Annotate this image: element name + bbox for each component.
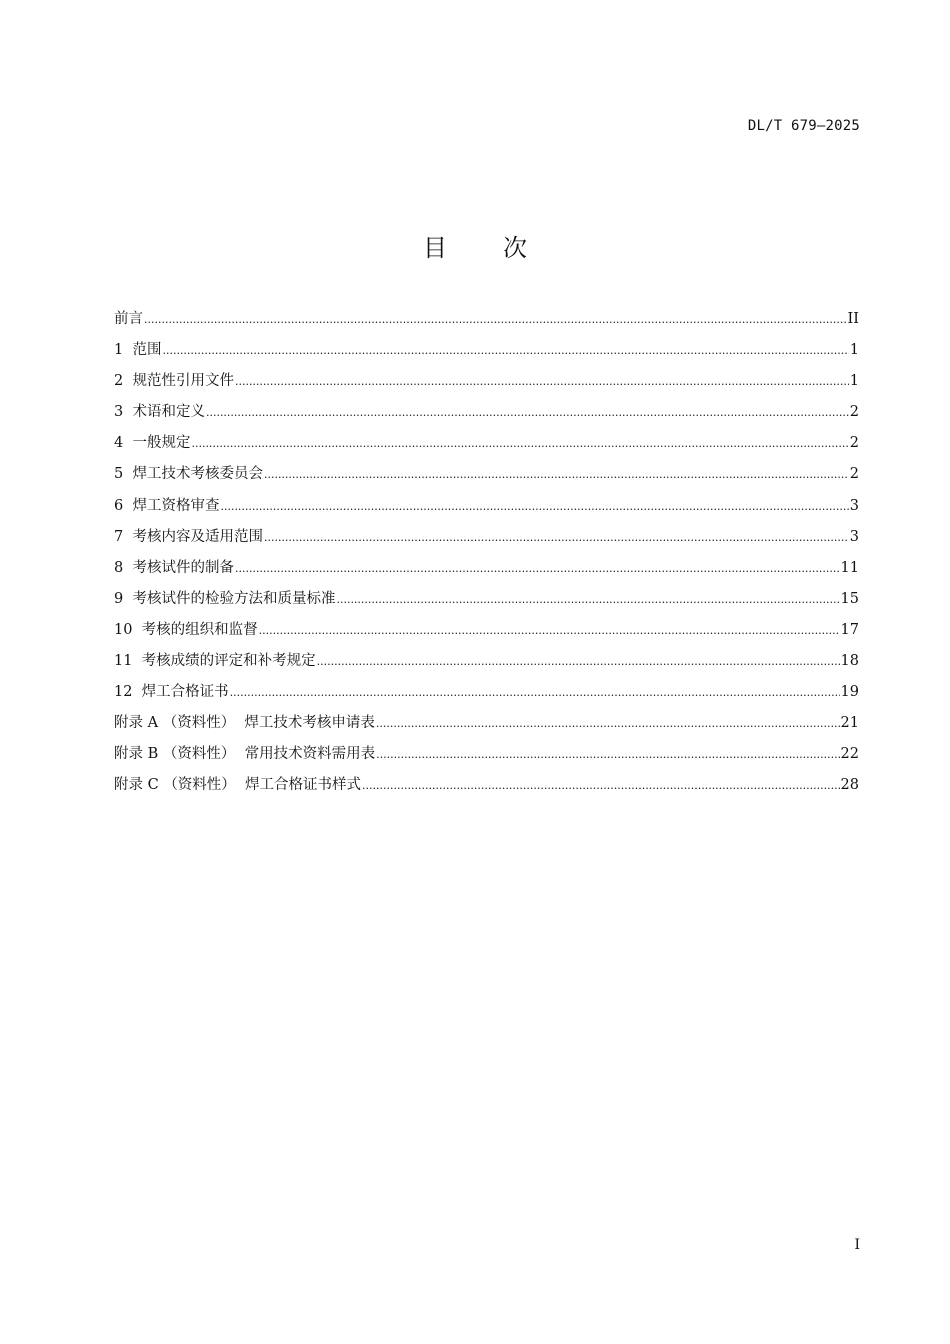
toc-entry-page: 2 bbox=[849, 404, 859, 421]
toc-entry-page: 3 bbox=[849, 528, 859, 545]
toc-entry-appendix-c[interactable] bbox=[114, 774, 859, 805]
toc-entry-label: 前言 bbox=[114, 311, 143, 327]
toc-entry-3[interactable] bbox=[114, 401, 859, 432]
toc-leader-dots bbox=[376, 713, 840, 735]
toc-entry-label: 1 范围 bbox=[114, 342, 162, 359]
toc-leader-dots bbox=[336, 589, 839, 611]
toc-leader-dots bbox=[206, 402, 849, 424]
toc-entry-1[interactable] bbox=[114, 339, 859, 370]
toc-entry-page: 3 bbox=[849, 497, 859, 514]
toc-leader-dots bbox=[376, 744, 839, 766]
toc-leader-dots bbox=[191, 433, 848, 455]
toc-entry-10[interactable] bbox=[114, 619, 859, 650]
toc-entry-label: 4 一般规定 bbox=[114, 435, 191, 452]
toc-leader-dots bbox=[317, 651, 840, 673]
toc-leader-dots bbox=[235, 558, 840, 580]
toc-leader-dots bbox=[362, 775, 840, 797]
toc-entry-appendix-b[interactable] bbox=[114, 743, 859, 774]
standard-code: DL/T 679—2025 bbox=[747, 118, 860, 134]
toc-entry-label: 9 考核试件的检验方法和质量标准 bbox=[114, 590, 336, 607]
toc-entry-label: 附录 A （资料性） 焊工技术考核申请表 bbox=[114, 715, 375, 732]
toc-entry-page: 19 bbox=[840, 684, 859, 701]
toc-leader-dots bbox=[264, 464, 849, 486]
toc-entry-12[interactable] bbox=[114, 681, 859, 712]
toc-entry-page: 2 bbox=[849, 466, 859, 483]
toc-title: 目次 bbox=[423, 234, 583, 262]
toc-entry-label: 2 规范性引用文件 bbox=[114, 373, 234, 390]
toc-entry-page: 2 bbox=[849, 435, 859, 452]
toc-entry-page: 21 bbox=[840, 715, 859, 732]
toc-entry-4[interactable] bbox=[114, 432, 859, 463]
toc-entry-7[interactable] bbox=[114, 526, 859, 557]
toc-leader-dots bbox=[144, 309, 847, 331]
toc-entry-page: 11 bbox=[840, 559, 859, 576]
toc-leader-dots bbox=[235, 371, 849, 393]
toc-entry-page: 28 bbox=[840, 777, 859, 794]
toc-entry-label: 11 考核成绩的评定和补考规定 bbox=[114, 653, 316, 670]
toc-entry-label: 3 术语和定义 bbox=[114, 404, 205, 421]
toc-entry-page: 22 bbox=[840, 746, 859, 763]
toc-entry-9[interactable] bbox=[114, 588, 859, 619]
toc-entry-8[interactable] bbox=[114, 557, 859, 588]
toc-entry-label: 10 考核的组织和监督 bbox=[114, 621, 258, 638]
toc-leader-dots bbox=[259, 620, 840, 642]
toc-entry-page: 1 bbox=[849, 373, 859, 390]
toc-leader-dots bbox=[220, 496, 848, 518]
page-number: I bbox=[854, 1237, 860, 1253]
toc-leader-dots bbox=[264, 527, 849, 549]
toc-entry-page: 17 bbox=[840, 621, 859, 638]
toc-entry-label: 7 考核内容及适用范围 bbox=[114, 528, 263, 545]
toc-entry-2[interactable] bbox=[114, 370, 859, 401]
toc-entry-page: 15 bbox=[840, 590, 859, 607]
toc-leader-dots bbox=[162, 340, 848, 362]
toc-entry-page: 18 bbox=[840, 653, 859, 670]
toc-entry-5[interactable] bbox=[114, 463, 859, 494]
toc-leader-dots bbox=[230, 682, 840, 704]
toc-entry-preface[interactable] bbox=[114, 308, 859, 339]
toc-entry-label: 12 焊工合格证书 bbox=[114, 684, 229, 701]
toc-entry-page: II bbox=[847, 311, 859, 327]
toc-entry-label: 附录 C （资料性） 焊工合格证书样式 bbox=[114, 777, 362, 794]
toc-entry-label: 8 考核试件的制备 bbox=[114, 559, 234, 576]
toc-entry-appendix-a[interactable] bbox=[114, 712, 859, 743]
toc-entry-label: 6 焊工资格审查 bbox=[114, 497, 220, 514]
toc-entry-label: 附录 B （资料性） 常用技术资料需用表 bbox=[114, 746, 376, 763]
toc-entry-label: 5 焊工技术考核委员会 bbox=[114, 466, 263, 483]
toc-entry-6[interactable] bbox=[114, 495, 859, 526]
toc-entry-11[interactable] bbox=[114, 650, 859, 681]
toc-entry-page: 1 bbox=[849, 342, 859, 359]
table-of-contents bbox=[114, 308, 859, 806]
